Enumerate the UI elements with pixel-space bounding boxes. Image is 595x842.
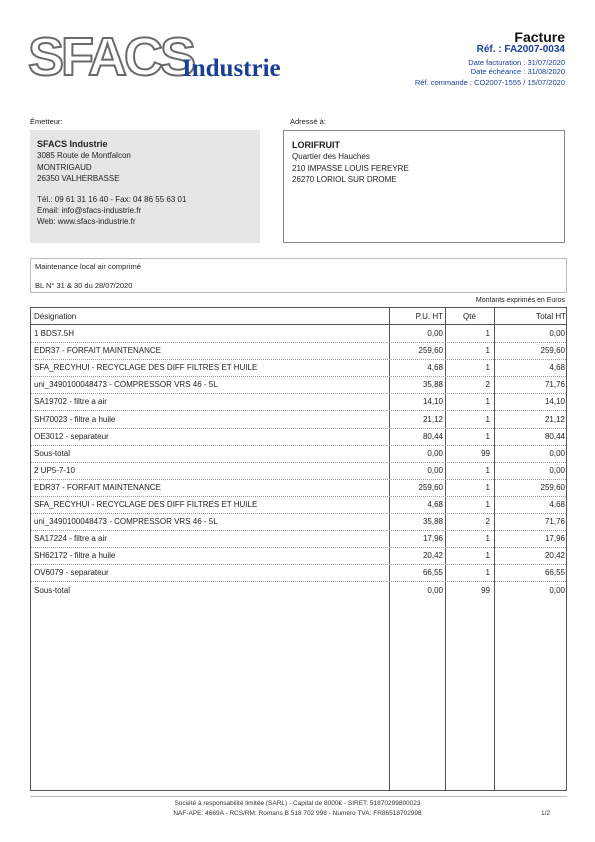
table-row (31, 445, 566, 463)
table-header-row (31, 308, 566, 325)
row-designation: EDR37 - FORFAIT MAINTENANCE (34, 346, 161, 356)
table-row (31, 496, 566, 514)
sender-web: Web: www.sfacs-industrie.fr (37, 217, 136, 227)
row-unit-price: 4,68 (427, 363, 443, 373)
description-box (30, 258, 567, 293)
invoice-table (30, 307, 567, 791)
row-designation: OV6079 - separateur (34, 568, 109, 578)
invoice-reference: Réf. : FA2007-0034 (476, 44, 565, 55)
row-designation: SH62172 - filtre a huile (34, 551, 116, 561)
row-quantity: 1 (485, 397, 490, 407)
table-row (31, 393, 566, 411)
row-quantity: 2 (485, 517, 490, 527)
sender-address-2: MONTRIGAUD (37, 162, 92, 172)
recipient-label: Adressé à: (290, 117, 326, 126)
table-row (31, 479, 566, 497)
row-quantity: 1 (485, 329, 490, 338)
header-quantity: Qté (463, 312, 476, 321)
table-row (31, 462, 566, 480)
row-total: 71,76 (544, 380, 565, 390)
row-quantity: 1 (485, 568, 490, 578)
row-total: 0,00 (549, 329, 565, 338)
description-line-2: BL N° 31 & 30 du 28/07/2020 (35, 281, 133, 290)
row-unit-price: 14,10 (422, 397, 443, 407)
row-unit-price: 0,00 (427, 585, 443, 595)
row-unit-price: 259,60 (418, 482, 443, 492)
row-quantity: 99 (481, 448, 490, 458)
row-total: 14,10 (544, 397, 565, 407)
logo-industrie-text: Industrie (182, 55, 281, 82)
row-designation: uni_3490100048473 - COMPRESSOR VRS 46 - 5L (34, 380, 218, 390)
row-total: 71,76 (544, 517, 565, 527)
sender-label: Émetteur: (30, 117, 63, 126)
table-row (31, 376, 566, 394)
row-designation: uni_3490100048473 - COMPRESSOR VRS 46 - 5L (34, 517, 218, 527)
row-total: 259,60 (540, 346, 565, 356)
currency-note: Montants exprimés en Euros (475, 297, 565, 304)
row-total: 80,44 (544, 431, 565, 441)
sender-address-1: 3085 Route de Montfalcon (37, 151, 131, 161)
row-quantity: 1 (485, 346, 490, 356)
row-quantity: 1 (485, 414, 490, 424)
row-designation: Sous-total (34, 585, 71, 595)
table-row (31, 325, 566, 343)
row-unit-price: 0,00 (427, 465, 443, 475)
page-number: 1/2 (540, 810, 550, 817)
due-date: Date échéance : 31/08/2020 (470, 67, 565, 76)
row-total: 20,42 (544, 551, 565, 561)
table-row (31, 564, 566, 582)
row-total: 0,00 (549, 585, 565, 595)
table-row (31, 530, 566, 548)
table-row (31, 428, 566, 446)
row-designation: SA19702 - filtre a air (34, 397, 107, 407)
table-row (31, 547, 566, 565)
row-designation: SFA_RECYHUI - RECYCLAGE DES DIFF FILTRES ET HUILE (34, 500, 258, 509)
table-row (31, 582, 566, 599)
recipient-address-1: Quartier des Hauches (292, 152, 370, 162)
row-total: 21,12 (544, 414, 565, 424)
order-reference: Réf. commande : CO2007-1555 / 15/07/2020 (414, 78, 565, 87)
footer-legal-2: NAF-APE: 4669A - RCS/RM: Romans B 518 702 998 - Numéro TVA: FR86518702998 (173, 810, 422, 817)
billing-date: Date facturation : 31/07/2020 (468, 58, 565, 67)
row-unit-price: 21,12 (422, 414, 443, 424)
sender-address-3: 26350 VALHERBASSE (37, 174, 120, 184)
table-row (31, 513, 566, 531)
row-total: 259,60 (540, 482, 565, 492)
recipient-address-2: 210 IMPASSE LOUIS FEREYRE (292, 163, 409, 173)
row-designation: Sous-total (34, 448, 71, 458)
row-unit-price: 35,88 (422, 517, 443, 527)
row-total: 0,00 (549, 448, 565, 458)
row-total: 4,68 (549, 500, 565, 509)
row-unit-price: 66,55 (422, 568, 443, 578)
header-designation: Désignation (34, 312, 77, 321)
recipient-name: LORIFRUIT (292, 140, 340, 150)
row-unit-price: 80,44 (422, 431, 443, 441)
row-designation: SH70023 - filtre a huile (34, 414, 116, 424)
table-row (31, 359, 566, 377)
footer-legal-1: Société à responsabilité limitée (SARL) - Capital de 8000€ - SIRET: 51870299800023 (174, 800, 421, 807)
row-unit-price: 35,88 (422, 380, 443, 390)
row-designation: SFA_RECYHUI - RECYCLAGE DES DIFF FILTRES ET HUILE (34, 363, 258, 373)
row-designation: EDR37 - FORFAIT MAINTENANCE (34, 482, 161, 492)
invoice-title: Facture (514, 29, 565, 45)
row-unit-price: 20,42 (422, 551, 443, 561)
company-logo (28, 27, 318, 88)
header-total: Total HT (536, 312, 566, 321)
row-quantity: 1 (485, 500, 490, 509)
row-quantity: 1 (485, 363, 490, 373)
row-quantity: 2 (485, 380, 490, 390)
sender-name: SFACS Industrie (37, 139, 108, 149)
row-quantity: 1 (485, 551, 490, 561)
row-total: 66,55 (544, 568, 565, 578)
recipient-box (283, 130, 565, 243)
sender-phone: Tél.: 09 61 31 16 40 - Fax: 04 86 55 63 01 (37, 194, 187, 204)
row-quantity: 1 (485, 431, 490, 441)
sender-box (30, 130, 260, 243)
row-designation: SA17224 - filtre a air (34, 534, 107, 544)
row-unit-price: 259,60 (418, 346, 443, 356)
row-quantity: 1 (485, 465, 490, 475)
sender-email: Email: info@sfacs-industrie.fr (37, 206, 142, 216)
row-total: 17,96 (544, 534, 565, 544)
row-unit-price: 0,00 (427, 329, 443, 338)
logo-sfacs-text: SFACS (28, 27, 194, 87)
recipient-address-3: 26270 LORIOL SUR DROME (292, 175, 397, 185)
row-total: 0,00 (549, 465, 565, 475)
row-designation: 1 BDS7.5H (34, 329, 75, 338)
footer-divider (30, 796, 567, 797)
row-quantity: 99 (481, 585, 490, 595)
table-row (31, 411, 566, 429)
row-total: 4,68 (549, 363, 565, 373)
description-line-1: Maintenance local air comprimé (35, 262, 141, 271)
row-designation: 2 UP5-7-10 (34, 465, 75, 475)
row-unit-price: 17,96 (422, 534, 443, 544)
row-quantity: 1 (485, 482, 490, 492)
row-unit-price: 4,68 (427, 500, 443, 509)
row-quantity: 1 (485, 534, 490, 544)
row-designation: OE3012 - separateur (34, 431, 109, 441)
row-unit-price: 0,00 (427, 448, 443, 458)
header-unit-price: P.U. HT (415, 312, 443, 321)
table-row (31, 342, 566, 360)
